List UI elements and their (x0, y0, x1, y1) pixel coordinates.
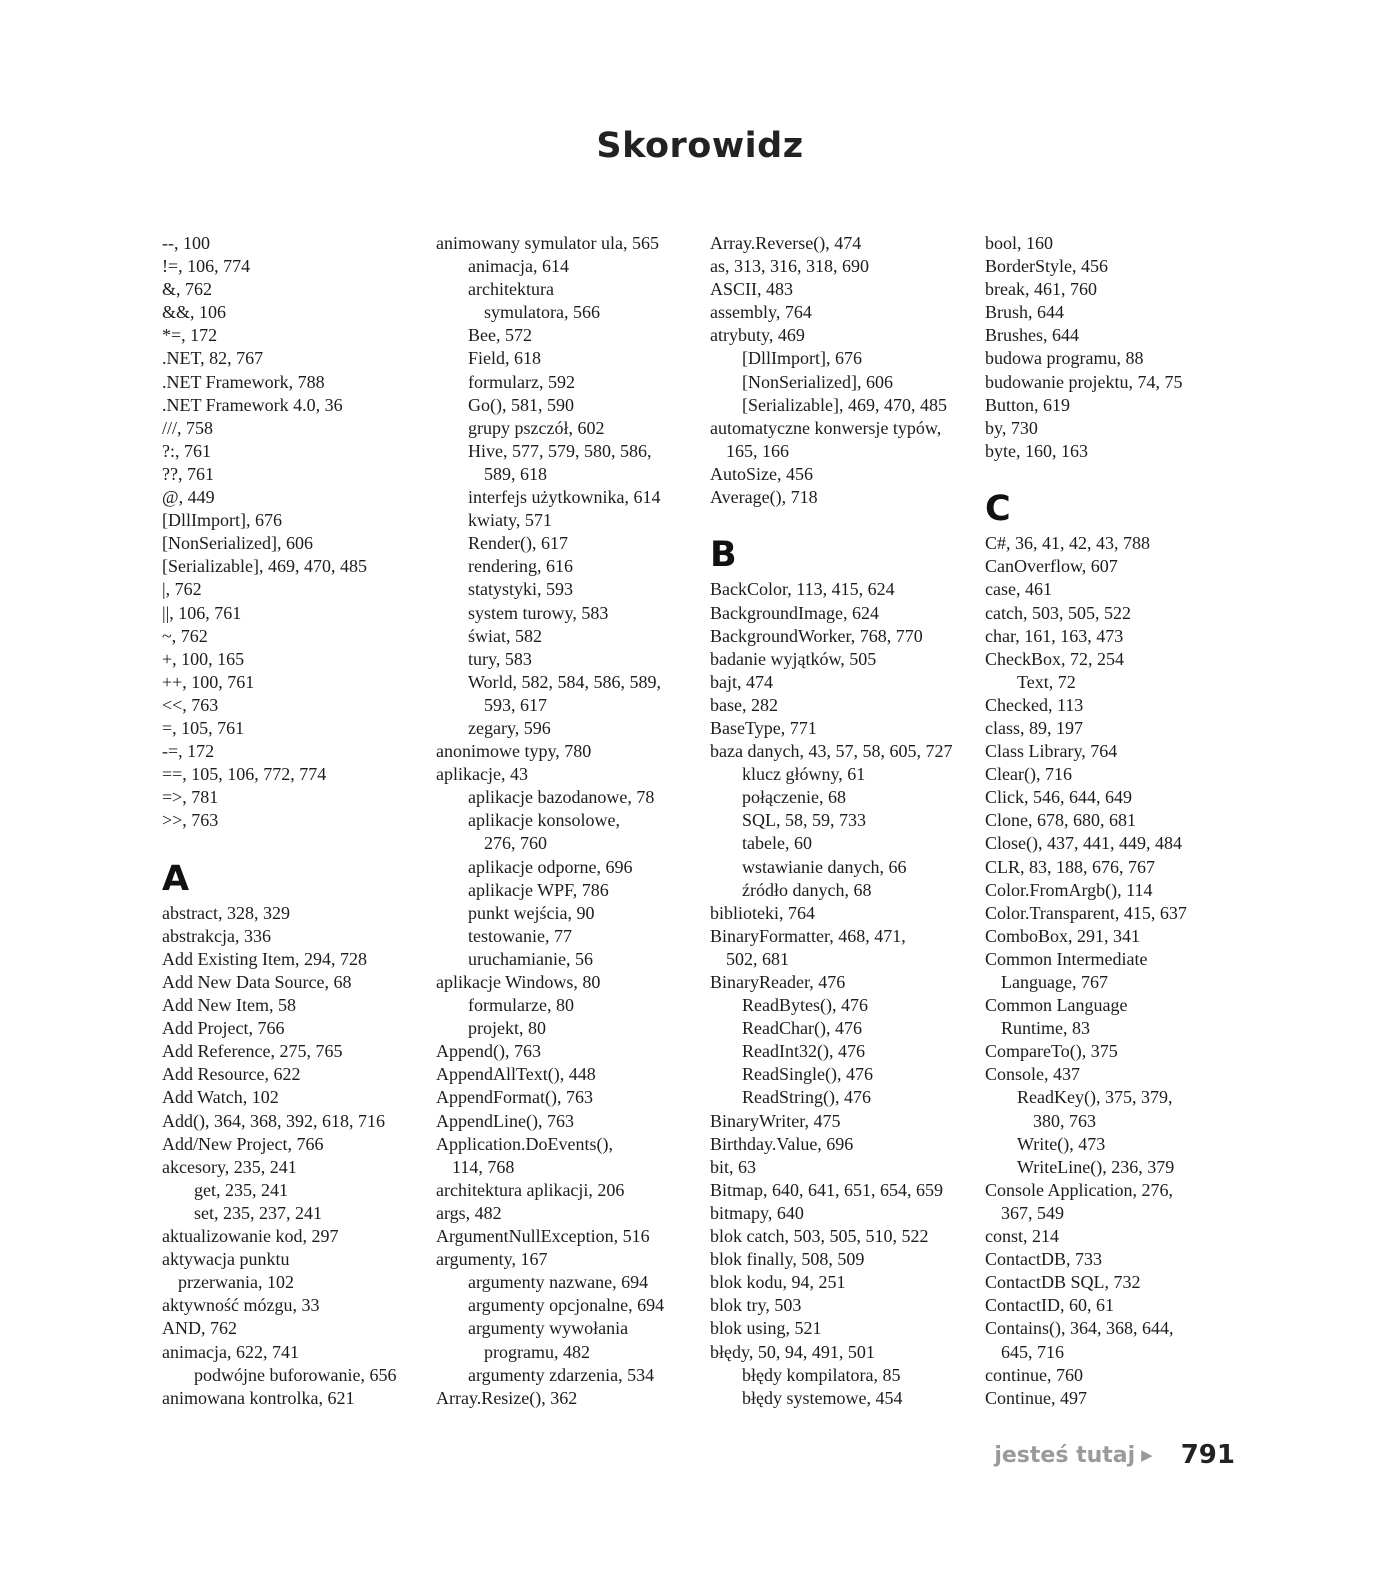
index-entry: BinaryWriter, 475 (710, 1110, 841, 1131)
index-subentry: 276, 760 (484, 833, 547, 854)
index-subentry: wstawianie danych, 66 (742, 856, 907, 877)
index-entry: automatyczne konwersje typów, (710, 417, 942, 438)
section-letter: A (162, 858, 190, 899)
index-entry: .NET Framework, 788 (162, 371, 325, 392)
index-column-2 (436, 232, 706, 1410)
index-entry: Brush, 644 (985, 302, 1065, 323)
index-entry: Continue, 497 (985, 1387, 1087, 1408)
index-entry: Console Application, 276, (985, 1179, 1173, 1200)
section-spacer (162, 832, 432, 855)
index-entry: BaseType, 771 (710, 717, 817, 738)
index-entry: AppendFormat(), 763 (436, 1087, 593, 1108)
index-entry: akcesory, 235, 241 (162, 1156, 297, 1177)
index-subentry: tury, 583 (468, 648, 532, 669)
index-subentry: Text, 72 (1017, 671, 1076, 692)
index-subentry: get, 235, 241 (194, 1179, 288, 1200)
index-entry: Runtime, 83 (1001, 1018, 1090, 1039)
index-entry: 645, 716 (1001, 1341, 1064, 1362)
page-number: 791 (1180, 1440, 1235, 1470)
index-subentry: argumenty zdarzenia, 534 (468, 1364, 655, 1385)
index-entry: Color.FromArgb(), 114 (985, 879, 1153, 900)
index-entry: <<, 763 (162, 694, 219, 715)
index-entry: by, 730 (985, 417, 1038, 438)
index-entry: ?:, 761 (162, 440, 211, 461)
index-subentry: 593, 617 (484, 694, 547, 715)
index-column-3 (710, 232, 980, 1410)
index-entry: ASCII, 483 (710, 279, 794, 300)
index-subentry: punkt wejścia, 90 (468, 902, 595, 923)
index-entry: atrybuty, 469 (710, 325, 805, 346)
index-entry: aktywność mózgu, 33 (162, 1295, 320, 1316)
index-subentry: Hive, 577, 579, 580, 586, (468, 440, 652, 461)
index-entry: Application.DoEvents(), (436, 1133, 613, 1154)
index-entry: @, 449 (162, 487, 215, 508)
index-entry: BinaryFormatter, 468, 471, (710, 925, 906, 946)
index-subentry: rendering, 616 (468, 556, 573, 577)
index-subentry: animacja, 614 (468, 256, 569, 277)
index-entry: Add New Data Source, 68 (162, 972, 352, 992)
index-subentry: podwójne buforowanie, 656 (194, 1364, 397, 1385)
index-subentry: Write(), 473 (1017, 1133, 1106, 1154)
index-entry: BackgroundImage, 624 (710, 602, 879, 623)
index-entry: ContactDB, 733 (985, 1249, 1102, 1270)
index-entry: budowanie projektu, 74, 75 (985, 371, 1183, 392)
index-entry: AND, 762 (162, 1318, 237, 1339)
index-subentry: argumenty wywołania (468, 1318, 629, 1339)
index-entry: args, 482 (436, 1202, 502, 1223)
index-subentry: architektura (468, 279, 554, 300)
index-entry: [DllImport], 676 (162, 510, 282, 531)
index-entry: Color.Transparent, 415, 637 (985, 902, 1187, 923)
index-entry: biblioteki, 764 (710, 902, 815, 923)
index-entry: .NET, 82, 767 (162, 348, 264, 369)
index-entry: Add Project, 766 (162, 1018, 285, 1039)
index-entry: =, 105, 761 (162, 717, 245, 738)
index-subentry: źródło danych, 68 (742, 879, 872, 900)
index-entry: Birthday.Value, 696 (710, 1133, 854, 1154)
index-entry: -=, 172 (162, 741, 215, 762)
index-entry: Brushes, 644 (985, 325, 1079, 346)
index-entry: AppendAllText(), 448 (436, 1064, 596, 1085)
index-subentry: błędy kompilatora, 85 (742, 1364, 901, 1385)
index-entry: as, 313, 316, 318, 690 (710, 256, 869, 277)
index-entry: budowa programu, 88 (985, 348, 1144, 369)
index-subentry: klucz główny, 61 (742, 764, 866, 785)
index-entry: abstrakcja, 336 (162, 925, 271, 946)
index-entry: badanie wyjątków, 505 (710, 648, 877, 669)
index-entry: Append(), 763 (436, 1041, 541, 1062)
index-subentry: aplikacje odporne, 696 (468, 856, 633, 877)
index-entry: *=, 172 (162, 325, 218, 346)
index-subentry: Render(), 617 (468, 533, 568, 554)
index-entry: BinaryReader, 476 (710, 972, 846, 992)
index-subentry: ReadChar(), 476 (742, 1018, 862, 1039)
index-subentry: set, 235, 237, 241 (194, 1202, 322, 1223)
index-entry: |, 762 (162, 579, 202, 600)
index-entry: =>, 781 (162, 787, 219, 808)
index-subentry: 589, 618 (484, 463, 547, 484)
index-entry: bool, 160 (985, 233, 1054, 253)
index-entry: !=, 106, 774 (162, 256, 251, 277)
index-entry: błędy, 50, 94, 491, 501 (710, 1341, 875, 1362)
index-entry: +, 100, 165 (162, 648, 245, 669)
index-subentry: ReadSingle(), 476 (742, 1064, 873, 1085)
index-entry: C#, 36, 41, 42, 43, 788 (985, 533, 1151, 554)
index-entry: bajt, 474 (710, 671, 773, 692)
index-entry: .NET Framework 4.0, 36 (162, 394, 343, 415)
index-entry: const, 214 (985, 1226, 1059, 1247)
index-subentry: aplikacje WPF, 786 (468, 879, 609, 900)
index-subentry: Bee, 572 (468, 325, 532, 346)
index-entry: continue, 760 (985, 1364, 1083, 1385)
index-entry: Console, 437 (985, 1064, 1081, 1085)
index-subentry: Field, 618 (468, 348, 542, 369)
index-subentry: ReadInt32(), 476 (742, 1041, 865, 1062)
index-entry: Checked, 113 (985, 694, 1084, 715)
index-entry: char, 161, 163, 473 (985, 625, 1124, 646)
index-entry: Add Existing Item, 294, 728 (162, 948, 367, 969)
index-entry: bit, 63 (710, 1156, 757, 1177)
index-subentry: ReadString(), 476 (742, 1087, 871, 1108)
index-entry: Add New Item, 58 (162, 995, 296, 1016)
index-subentry: uruchamianie, 56 (468, 948, 593, 969)
index-entry: bitmapy, 640 (710, 1202, 804, 1223)
index-entry: anonimowe typy, 780 (436, 741, 592, 762)
index-entry: Add/New Project, 766 (162, 1133, 324, 1154)
index-entry: Array.Reverse(), 474 (710, 233, 862, 253)
index-entry: Common Intermediate (985, 948, 1148, 969)
index-entry: Add Resource, 622 (162, 1064, 301, 1085)
index-subentry: [NonSerialized], 606 (742, 371, 893, 392)
index-entry: Average(), 718 (710, 487, 818, 508)
index-subentry: Go(), 581, 590 (468, 394, 574, 415)
index-entry: aktywacja punktu (162, 1249, 290, 1270)
index-entry: ComboBox, 291, 341 (985, 925, 1141, 946)
index-subentry: formularz, 592 (468, 371, 575, 392)
index-entry: assembly, 764 (710, 302, 812, 323)
index-subentry: świat, 582 (468, 625, 542, 646)
index-entry: AppendLine(), 763 (436, 1110, 574, 1131)
index-subentry: testowanie, 77 (468, 925, 572, 946)
section-letter: C (985, 489, 1011, 530)
index-entry: [NonSerialized], 606 (162, 533, 313, 554)
index-entry: 502, 681 (726, 948, 789, 969)
index-entry: Button, 619 (985, 394, 1071, 415)
page-footer (994, 1440, 1235, 1470)
index-entry: argumenty, 167 (436, 1249, 548, 1270)
index-entry: &&, 106 (162, 302, 227, 323)
index-entry: blok catch, 503, 505, 510, 522 (710, 1226, 929, 1247)
index-subentry: ReadBytes(), 476 (742, 995, 868, 1016)
index-subentry: ReadKey(), 375, 379, (1017, 1087, 1173, 1108)
index-entry: 165, 166 (726, 440, 789, 461)
index-subentry: statystyki, 593 (468, 579, 574, 600)
index-entry: Add Watch, 102 (162, 1087, 279, 1108)
index-subentry: symulatora, 566 (484, 302, 600, 323)
index-column-4 (985, 232, 1255, 1410)
section-spacer (710, 509, 980, 532)
index-entry: Add Reference, 275, 765 (162, 1041, 343, 1062)
index-entry: CompareTo(), 375 (985, 1041, 1118, 1062)
index-subentry: błędy systemowe, 454 (742, 1387, 903, 1408)
index-subentry: połączenie, 68 (742, 787, 846, 808)
index-subentry: argumenty nazwane, 694 (468, 1272, 649, 1293)
index-subentry: aplikacje konsolowe, (468, 810, 620, 831)
index-subentry: projekt, 80 (468, 1018, 546, 1039)
index-subentry: aplikacje bazodanowe, 78 (468, 787, 655, 808)
index-entry: ContactID, 60, 61 (985, 1295, 1114, 1316)
index-entry: ??, 761 (162, 463, 214, 484)
index-entry: AutoSize, 456 (710, 463, 813, 484)
index-entry: BackColor, 113, 415, 624 (710, 579, 895, 600)
index-subentry: World, 582, 584, 586, 589, (468, 671, 662, 692)
index-subentry: zegary, 596 (468, 717, 551, 738)
index-entry: blok finally, 508, 509 (710, 1249, 865, 1270)
section-letter: B (710, 535, 737, 576)
index-entry: CheckBox, 72, 254 (985, 648, 1124, 669)
index-entry: przerwania, 102 (178, 1272, 294, 1293)
index-entry: CanOverflow, 607 (985, 556, 1118, 577)
index-entry: Contains(), 364, 368, 644, (985, 1318, 1174, 1339)
index-entry: Close(), 437, 441, 449, 484 (985, 833, 1182, 854)
index-entry: baza danych, 43, 57, 58, 605, 727 (710, 741, 953, 762)
page-title: Skorowidz (596, 126, 804, 166)
index-entry: animowana kontrolka, 621 (162, 1387, 355, 1408)
index-entry: ++, 100, 761 (162, 671, 255, 692)
index-subentry: interfejs użytkownika, 614 (468, 487, 661, 508)
index-entry: animowany symulator ula, 565 (436, 233, 659, 253)
index-entry: blok using, 521 (710, 1318, 822, 1339)
index-entry: aktualizowanie kod, 297 (162, 1226, 339, 1247)
index-subentry: programu, 482 (484, 1341, 590, 1362)
section-spacer (985, 463, 1255, 486)
index-subentry: tabele, 60 (742, 833, 812, 854)
index-subentry: argumenty opcjonalne, 694 (468, 1295, 665, 1316)
index-subentry: 380, 763 (1033, 1110, 1096, 1131)
index-entry: animacja, 622, 741 (162, 1341, 299, 1362)
index-entry: Click, 546, 644, 649 (985, 787, 1132, 808)
index-subentry: [DllImport], 676 (742, 348, 862, 369)
index-entry: --, 100 (162, 233, 210, 253)
index-entry: Add(), 364, 368, 392, 618, 716 (162, 1110, 385, 1131)
index-entry: &, 762 (162, 279, 213, 300)
index-entry: Language, 767 (1001, 972, 1108, 992)
arrow-right-icon: ▶ (1141, 1446, 1153, 1464)
index-entry: catch, 503, 505, 522 (985, 602, 1131, 623)
index-entry: >>, 763 (162, 810, 219, 831)
index-subentry: grupy pszczół, 602 (468, 417, 605, 438)
index-entry: BackgroundWorker, 768, 770 (710, 625, 923, 646)
index-entry: blok try, 503 (710, 1295, 802, 1316)
index-entry: Clone, 678, 680, 681 (985, 810, 1136, 831)
index-entry: abstract, 328, 329 (162, 902, 290, 923)
index-column-1 (162, 232, 432, 1410)
index-subentry: system turowy, 583 (468, 602, 609, 623)
index-entry: ||, 106, 761 (162, 602, 242, 623)
index-subentry: SQL, 58, 59, 733 (742, 810, 867, 831)
index-entry: byte, 160, 163 (985, 440, 1088, 461)
index-entry: blok kodu, 94, 251 (710, 1272, 846, 1293)
index-entry: 114, 768 (452, 1156, 515, 1177)
index-entry: Class Library, 764 (985, 741, 1118, 762)
index-subentry: WriteLine(), 236, 379 (1017, 1156, 1175, 1177)
index-entry: Clear(), 716 (985, 764, 1072, 785)
footer-label: jesteś tutaj (994, 1442, 1136, 1468)
index-entry: case, 461 (985, 579, 1052, 600)
index-entry: ContactDB SQL, 732 (985, 1272, 1141, 1293)
index-entry: ==, 105, 106, 772, 774 (162, 764, 327, 785)
index-entry: break, 461, 760 (985, 279, 1097, 300)
index-entry: aplikacje Windows, 80 (436, 972, 601, 992)
index-entry: BorderStyle, 456 (985, 256, 1108, 277)
index-entry: 367, 549 (1001, 1202, 1064, 1223)
index-entry: ArgumentNullException, 516 (436, 1226, 650, 1247)
index-subentry: formularze, 80 (468, 995, 574, 1016)
index-entry: [Serializable], 469, 470, 485 (162, 556, 367, 577)
index-entry: Array.Resize(), 362 (436, 1387, 578, 1408)
index-entry: architektura aplikacji, 206 (436, 1179, 625, 1200)
index-entry: ~, 762 (162, 625, 208, 646)
index-entry: base, 282 (710, 694, 778, 715)
index-entry: class, 89, 197 (985, 717, 1083, 738)
index-entry: Bitmap, 640, 641, 651, 654, 659 (710, 1179, 943, 1200)
index-subentry: [Serializable], 469, 470, 485 (742, 394, 947, 415)
index-subentry: kwiaty, 571 (468, 510, 552, 531)
index-entry: aplikacje, 43 (436, 764, 528, 785)
index-entry: ///, 758 (162, 417, 214, 438)
index-entry: Common Language (985, 995, 1128, 1016)
index-entry: CLR, 83, 188, 676, 767 (985, 856, 1156, 877)
